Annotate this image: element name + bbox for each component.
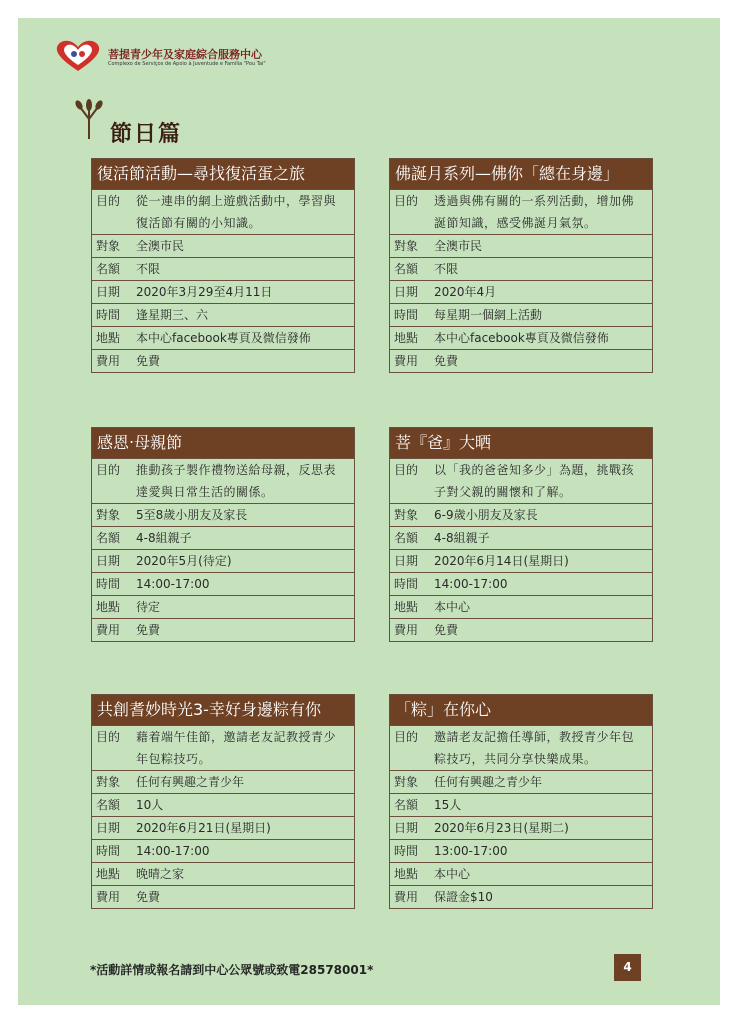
label-target: 對象 xyxy=(96,239,121,253)
value-target: 6-9歲小朋友及家長 xyxy=(434,508,538,522)
value-target: 5至8歲小朋友及家長 xyxy=(136,508,248,522)
row-date xyxy=(390,280,652,303)
value-target: 任何有興趣之青少年 xyxy=(136,775,245,789)
value-target: 任何有興趣之青少年 xyxy=(434,775,543,789)
value-time: 14:00-17:00 xyxy=(136,844,210,858)
value-quota: 不限 xyxy=(136,262,161,276)
section-title: 節日篇 xyxy=(110,122,183,147)
value-quota: 不限 xyxy=(434,262,459,276)
row-quota xyxy=(390,526,652,549)
row-quota xyxy=(92,793,354,816)
value-venue: 本中心facebook專頁及微信發佈 xyxy=(136,331,311,345)
value-date: 2020年4月 xyxy=(434,285,497,299)
label-purpose: 目的 xyxy=(394,463,419,477)
card-title: 佛誕月系列—佛你「總在身邊」 xyxy=(390,159,652,189)
card-title: 「粽」在你心 xyxy=(390,695,652,725)
row-target xyxy=(92,770,354,793)
row-quota xyxy=(92,526,354,549)
value-purpose: 邀請老友記擔任導師，教授青少年包粽技巧，共同分享快樂成果。 xyxy=(434,730,635,766)
label-venue: 地點 xyxy=(96,331,121,345)
event-card-easter xyxy=(91,158,355,373)
row-time xyxy=(92,303,354,326)
value-time: 14:00-17:00 xyxy=(136,577,210,591)
label-quota: 名額 xyxy=(96,262,121,276)
value-venue: 待定 xyxy=(136,600,161,614)
value-date: 2020年5月(待定) xyxy=(136,554,232,568)
value-venue: 晚晴之家 xyxy=(136,867,185,881)
value-venue: 本中心 xyxy=(434,867,471,881)
label-fee: 費用 xyxy=(394,354,419,368)
value-purpose: 以「我的爸爸知多少」為題，挑戰孩子對父親的關懷和了解。 xyxy=(434,463,635,499)
label-venue: 地點 xyxy=(96,867,121,881)
org-name-pt: Complexo de Serviços de Apoio à Juventude e Família "Pou Tai" xyxy=(108,61,266,67)
label-purpose: 目的 xyxy=(96,730,121,744)
label-quota: 名額 xyxy=(394,262,419,276)
label-time: 時間 xyxy=(394,308,419,322)
row-fee xyxy=(92,885,354,908)
value-quota: 15人 xyxy=(434,798,462,812)
row-venue xyxy=(92,595,354,618)
card-title: 共創耆妙時光3-幸好身邊粽有你 xyxy=(92,695,354,725)
row-fee xyxy=(390,885,652,908)
value-target: 全澳市民 xyxy=(136,239,185,253)
row-purpose xyxy=(92,189,354,234)
event-card-fathers-day xyxy=(389,427,653,642)
label-fee: 費用 xyxy=(96,890,121,904)
row-time xyxy=(390,303,652,326)
row-date xyxy=(92,816,354,839)
value-purpose: 推動孩子製作禮物送給母親，反思表達愛與日常生活的關係。 xyxy=(136,463,337,499)
label-target: 對象 xyxy=(394,775,419,789)
value-purpose: 藉着端午佳節，邀請老友記教授青少年包粽技巧。 xyxy=(136,730,337,766)
label-purpose: 目的 xyxy=(96,194,121,208)
label-fee: 費用 xyxy=(394,890,419,904)
row-venue xyxy=(92,326,354,349)
row-date xyxy=(92,280,354,303)
card-title: 復活節活動—尋找復活蛋之旅 xyxy=(92,159,354,189)
row-time xyxy=(92,572,354,595)
label-purpose: 目的 xyxy=(96,463,121,477)
value-venue: 本中心facebook專頁及微信發佈 xyxy=(434,331,609,345)
value-fee: 免費 xyxy=(434,354,459,368)
label-time: 時間 xyxy=(394,844,419,858)
label-fee: 費用 xyxy=(96,623,121,637)
row-fee xyxy=(390,618,652,641)
value-target: 全澳市民 xyxy=(434,239,483,253)
row-venue xyxy=(390,595,652,618)
row-date xyxy=(390,816,652,839)
value-quota: 4-8組親子 xyxy=(434,531,490,545)
row-date xyxy=(92,549,354,572)
event-card-mothers-day xyxy=(91,427,355,642)
label-fee: 費用 xyxy=(394,623,419,637)
label-target: 對象 xyxy=(96,508,121,522)
card-title: 菩『爸』大晒 xyxy=(390,428,652,458)
row-quota xyxy=(92,257,354,280)
row-purpose xyxy=(390,725,652,770)
value-date: 2020年3月29至4月11日 xyxy=(136,285,273,299)
row-fee xyxy=(92,618,354,641)
row-time xyxy=(92,839,354,862)
label-purpose: 目的 xyxy=(394,194,419,208)
org-name-zh: 菩提青少年及家庭綜合服務中心 xyxy=(108,48,262,61)
label-quota: 名額 xyxy=(394,531,419,545)
row-fee xyxy=(92,349,354,372)
label-venue: 地點 xyxy=(394,867,419,881)
value-time: 13:00-17:00 xyxy=(434,844,508,858)
page-number: 4 xyxy=(614,954,641,981)
label-date: 日期 xyxy=(96,285,121,299)
row-target xyxy=(92,503,354,526)
label-target: 對象 xyxy=(96,775,121,789)
label-target: 對象 xyxy=(394,239,419,253)
row-purpose xyxy=(390,458,652,503)
row-target xyxy=(390,770,652,793)
row-purpose xyxy=(92,725,354,770)
label-venue: 地點 xyxy=(96,600,121,614)
row-venue xyxy=(390,326,652,349)
card-title: 感恩‧母親節 xyxy=(92,428,354,458)
value-fee: 免費 xyxy=(136,354,161,368)
row-venue xyxy=(92,862,354,885)
label-purpose: 目的 xyxy=(394,730,419,744)
event-card-dumpling-heart xyxy=(389,694,653,909)
label-venue: 地點 xyxy=(394,600,419,614)
value-fee: 免費 xyxy=(136,890,161,904)
value-fee: 免費 xyxy=(136,623,161,637)
value-time: 逢星期三、六 xyxy=(136,308,209,322)
label-date: 日期 xyxy=(394,821,419,835)
row-target xyxy=(92,234,354,257)
row-quota xyxy=(390,257,652,280)
heart-logo-icon xyxy=(52,37,104,73)
wheat-icon xyxy=(72,95,106,145)
value-fee: 免費 xyxy=(434,623,459,637)
event-card-elders-dumpling xyxy=(91,694,355,909)
row-fee xyxy=(390,349,652,372)
label-fee: 費用 xyxy=(96,354,121,368)
row-target xyxy=(390,234,652,257)
row-date xyxy=(390,549,652,572)
label-date: 日期 xyxy=(96,554,121,568)
value-time: 每星期一個網上活動 xyxy=(434,308,543,322)
row-quota xyxy=(390,793,652,816)
row-purpose xyxy=(390,189,652,234)
label-quota: 名額 xyxy=(96,798,121,812)
value-date: 2020年6月23日(星期二) xyxy=(434,821,569,835)
label-venue: 地點 xyxy=(394,331,419,345)
value-purpose: 從一連串的網上遊戲活動中，學習與復活節有關的小知識。 xyxy=(136,194,337,230)
value-fee: 保證金$10 xyxy=(434,890,493,904)
label-quota: 名額 xyxy=(96,531,121,545)
value-date: 2020年6月14日(星期日) xyxy=(434,554,569,568)
event-card-buddha xyxy=(389,158,653,373)
row-time xyxy=(390,839,652,862)
label-target: 對象 xyxy=(394,508,419,522)
row-purpose xyxy=(92,458,354,503)
row-venue xyxy=(390,862,652,885)
footer-note: *活動詳情或報名請到中心公眾號或致電28578001* xyxy=(90,963,374,977)
value-time: 14:00-17:00 xyxy=(434,577,508,591)
value-quota: 4-8組親子 xyxy=(136,531,192,545)
value-date: 2020年6月21日(星期日) xyxy=(136,821,271,835)
label-date: 日期 xyxy=(96,821,121,835)
label-time: 時間 xyxy=(96,308,121,322)
label-time: 時間 xyxy=(394,577,419,591)
row-target xyxy=(390,503,652,526)
value-purpose: 透過與佛有關的一系列活動，增加佛誕節知識，感受佛誕月氣氛。 xyxy=(434,194,635,230)
value-venue: 本中心 xyxy=(434,600,471,614)
label-date: 日期 xyxy=(394,554,419,568)
value-quota: 10人 xyxy=(136,798,164,812)
label-time: 時間 xyxy=(96,577,121,591)
label-time: 時間 xyxy=(96,844,121,858)
label-quota: 名額 xyxy=(394,798,419,812)
row-time xyxy=(390,572,652,595)
label-date: 日期 xyxy=(394,285,419,299)
